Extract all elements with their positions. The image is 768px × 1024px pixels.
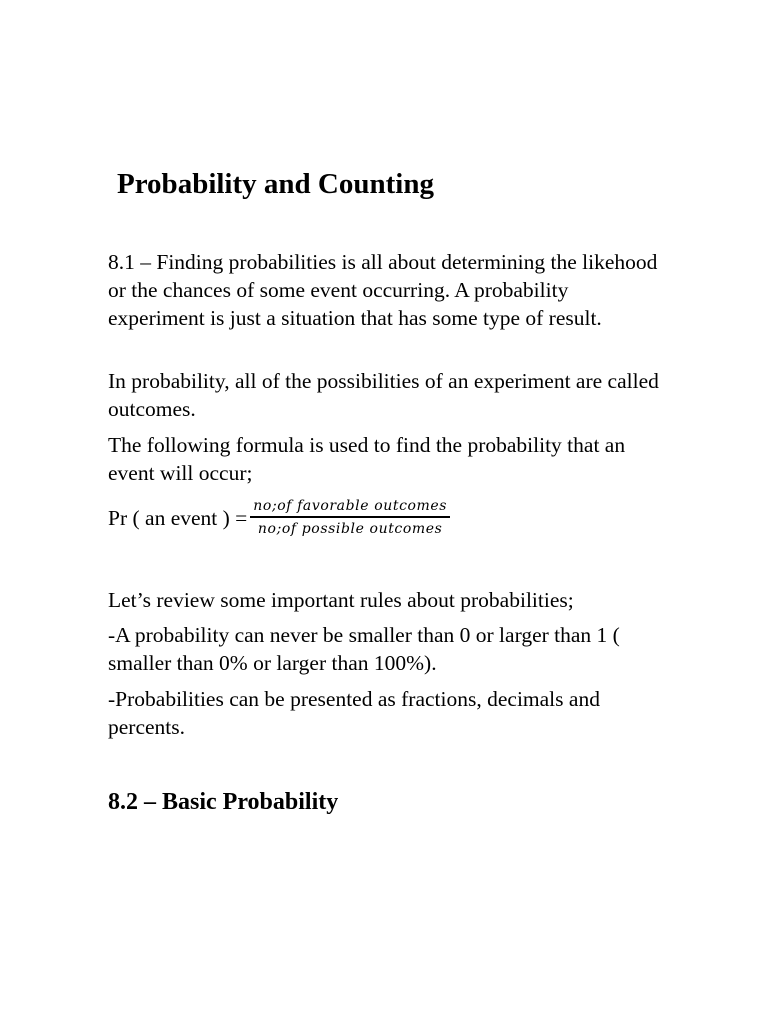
formula-fraction bbox=[250, 496, 450, 540]
paragraph-formula-intro: The following formula is used to find the probability that an event will occur; bbox=[108, 433, 626, 485]
document-title: Probability and Counting bbox=[117, 168, 434, 200]
formula-numerator: no;of favorable outcomes bbox=[253, 498, 448, 515]
rule-item-formats: -Probabilities can be presented as fractions, decimals and percents. bbox=[108, 687, 600, 739]
section-heading: 8.2 – Basic Probability bbox=[108, 789, 339, 815]
formula-denominator: no;of possible outcomes bbox=[257, 520, 443, 537]
rule-item-range: -A probability can never be smaller than 0 or larger than 1 ( smaller than 0% or larger than 100%). bbox=[108, 623, 620, 675]
paragraph-rules-intro: Let’s review some important rules about probabilities; bbox=[108, 588, 574, 612]
paragraph-outcomes: In probability, all of the possibilities of an experiment are called outcomes. bbox=[108, 369, 659, 421]
formula-lhs: Pr ( an event ) = bbox=[108, 505, 248, 530]
paragraph-intro: 8.1 – Finding probabilities is all about determining the likehood or the chances of some event occurring. A probability experiment is just a situation that has some type of result. bbox=[108, 250, 658, 330]
probability-formula bbox=[108, 494, 450, 542]
